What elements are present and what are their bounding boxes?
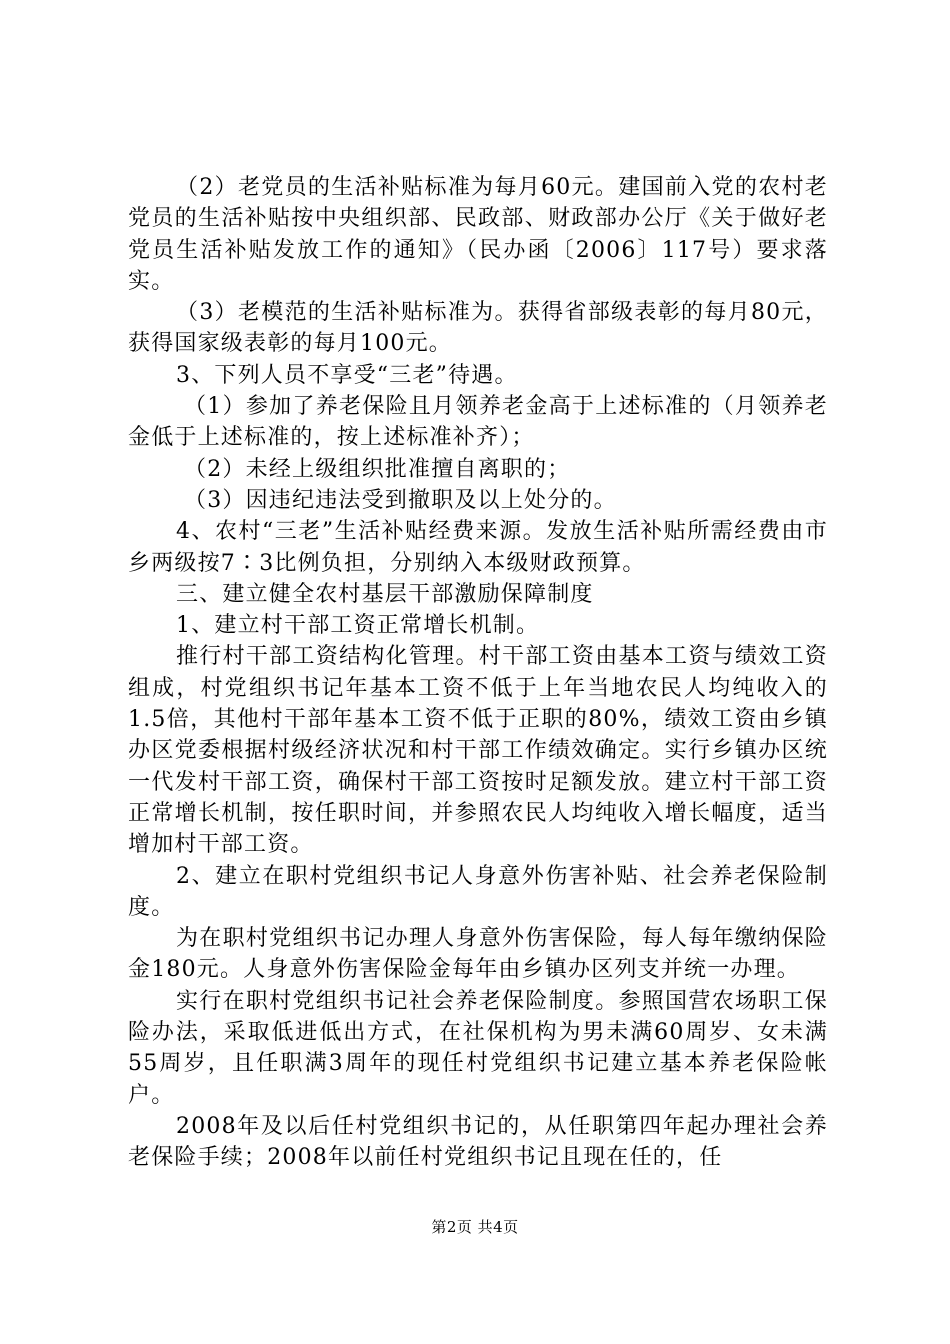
paragraph-pension-procedure: 2008年及以后任村党组织书记的，从任职第四年起办理社会养老保险手续；2008年以前任村党组织书记且现在任的，任 bbox=[128, 1113, 828, 1171]
paragraph-exclusion-3: （3）因违纪违法受到撤职及以上处分的。 bbox=[184, 487, 617, 513]
paragraph-accident-insurance: 为在职村党组织书记办理人身意外伤害保险，每人每年缴纳保险金180元。人身意外伤害保险金每年由乡镇办区列支并统一办理。 bbox=[128, 926, 828, 983]
paragraph-exclusion-2: （2）未经上级组织批准擅自离职的； bbox=[184, 456, 571, 482]
paragraph-exclusions-heading: 3、下列人员不享受“三老”待遇。 bbox=[176, 362, 518, 388]
section-heading-incentive-system: 三、建立健全农村基层干部激励保障制度 bbox=[176, 581, 594, 607]
paragraph-wage-structure: 推行村干部工资结构化管理。村干部工资由基本工资与绩效工资组成，村党组织书记年基本工资不低于上年当地农民人均纯收入的1.5倍，其他村干部年基本工资不低于正职的80%，绩效工资由乡镇办区党委根据村级经济状况和村干部工作绩效确定。实行乡镇办区统一代发村干部工资，确保村干部工资按时足额发放。建立村干部工资正常增长机制，按任职时间，并参照农民人均纯收入增长幅度，适当增加村干部工资。 bbox=[128, 644, 828, 858]
paragraph-old-party-member-subsidy: （2）老党员的生活补贴标准为每月60元。建国前入党的农村老党员的生活补贴按中央组织部、民政部、财政部办公厅《关于做好老党员生活补贴发放工作的通知》（民办函〔2006〕117号）要求落实。 bbox=[128, 175, 828, 294]
page-number-footer: 第2页 共4页 bbox=[431, 1218, 519, 1236]
document-body bbox=[128, 172, 828, 1174]
paragraph-wage-mechanism-heading: 1、建立村干部工资正常增长机制。 bbox=[176, 613, 540, 639]
paragraph-pension-insurance: 实行在职村党组织书记社会养老保险制度。参照国营农场职工保险办法，采取低进低出方式，在社保机构为男未满60周岁、女未满55周岁，且任职满3周年的现任村党组织书记建立基本养老保险帐户。 bbox=[128, 988, 828, 1108]
paragraph-exclusion-1: （1）参加了养老保险且月领养老金高于上述标准的（月领养老金低于上述标准的，按上述标准补齐）； bbox=[128, 394, 828, 451]
paragraph-funding-source: 4、农村“三老”生活补贴经费来源。发放生活补贴所需经费由市乡两级按7∶3比例负担，分别纳入本级财政预算。 bbox=[128, 519, 828, 576]
paragraph-old-model-subsidy: （3）老模范的生活补贴标准为。获得省部级表彰的每月80元，获得国家级表彰的每月100元。 bbox=[128, 300, 828, 357]
paragraph-insurance-heading: 2、建立在职村党组织书记人身意外伤害补贴、社会养老保险制度。 bbox=[128, 863, 828, 920]
